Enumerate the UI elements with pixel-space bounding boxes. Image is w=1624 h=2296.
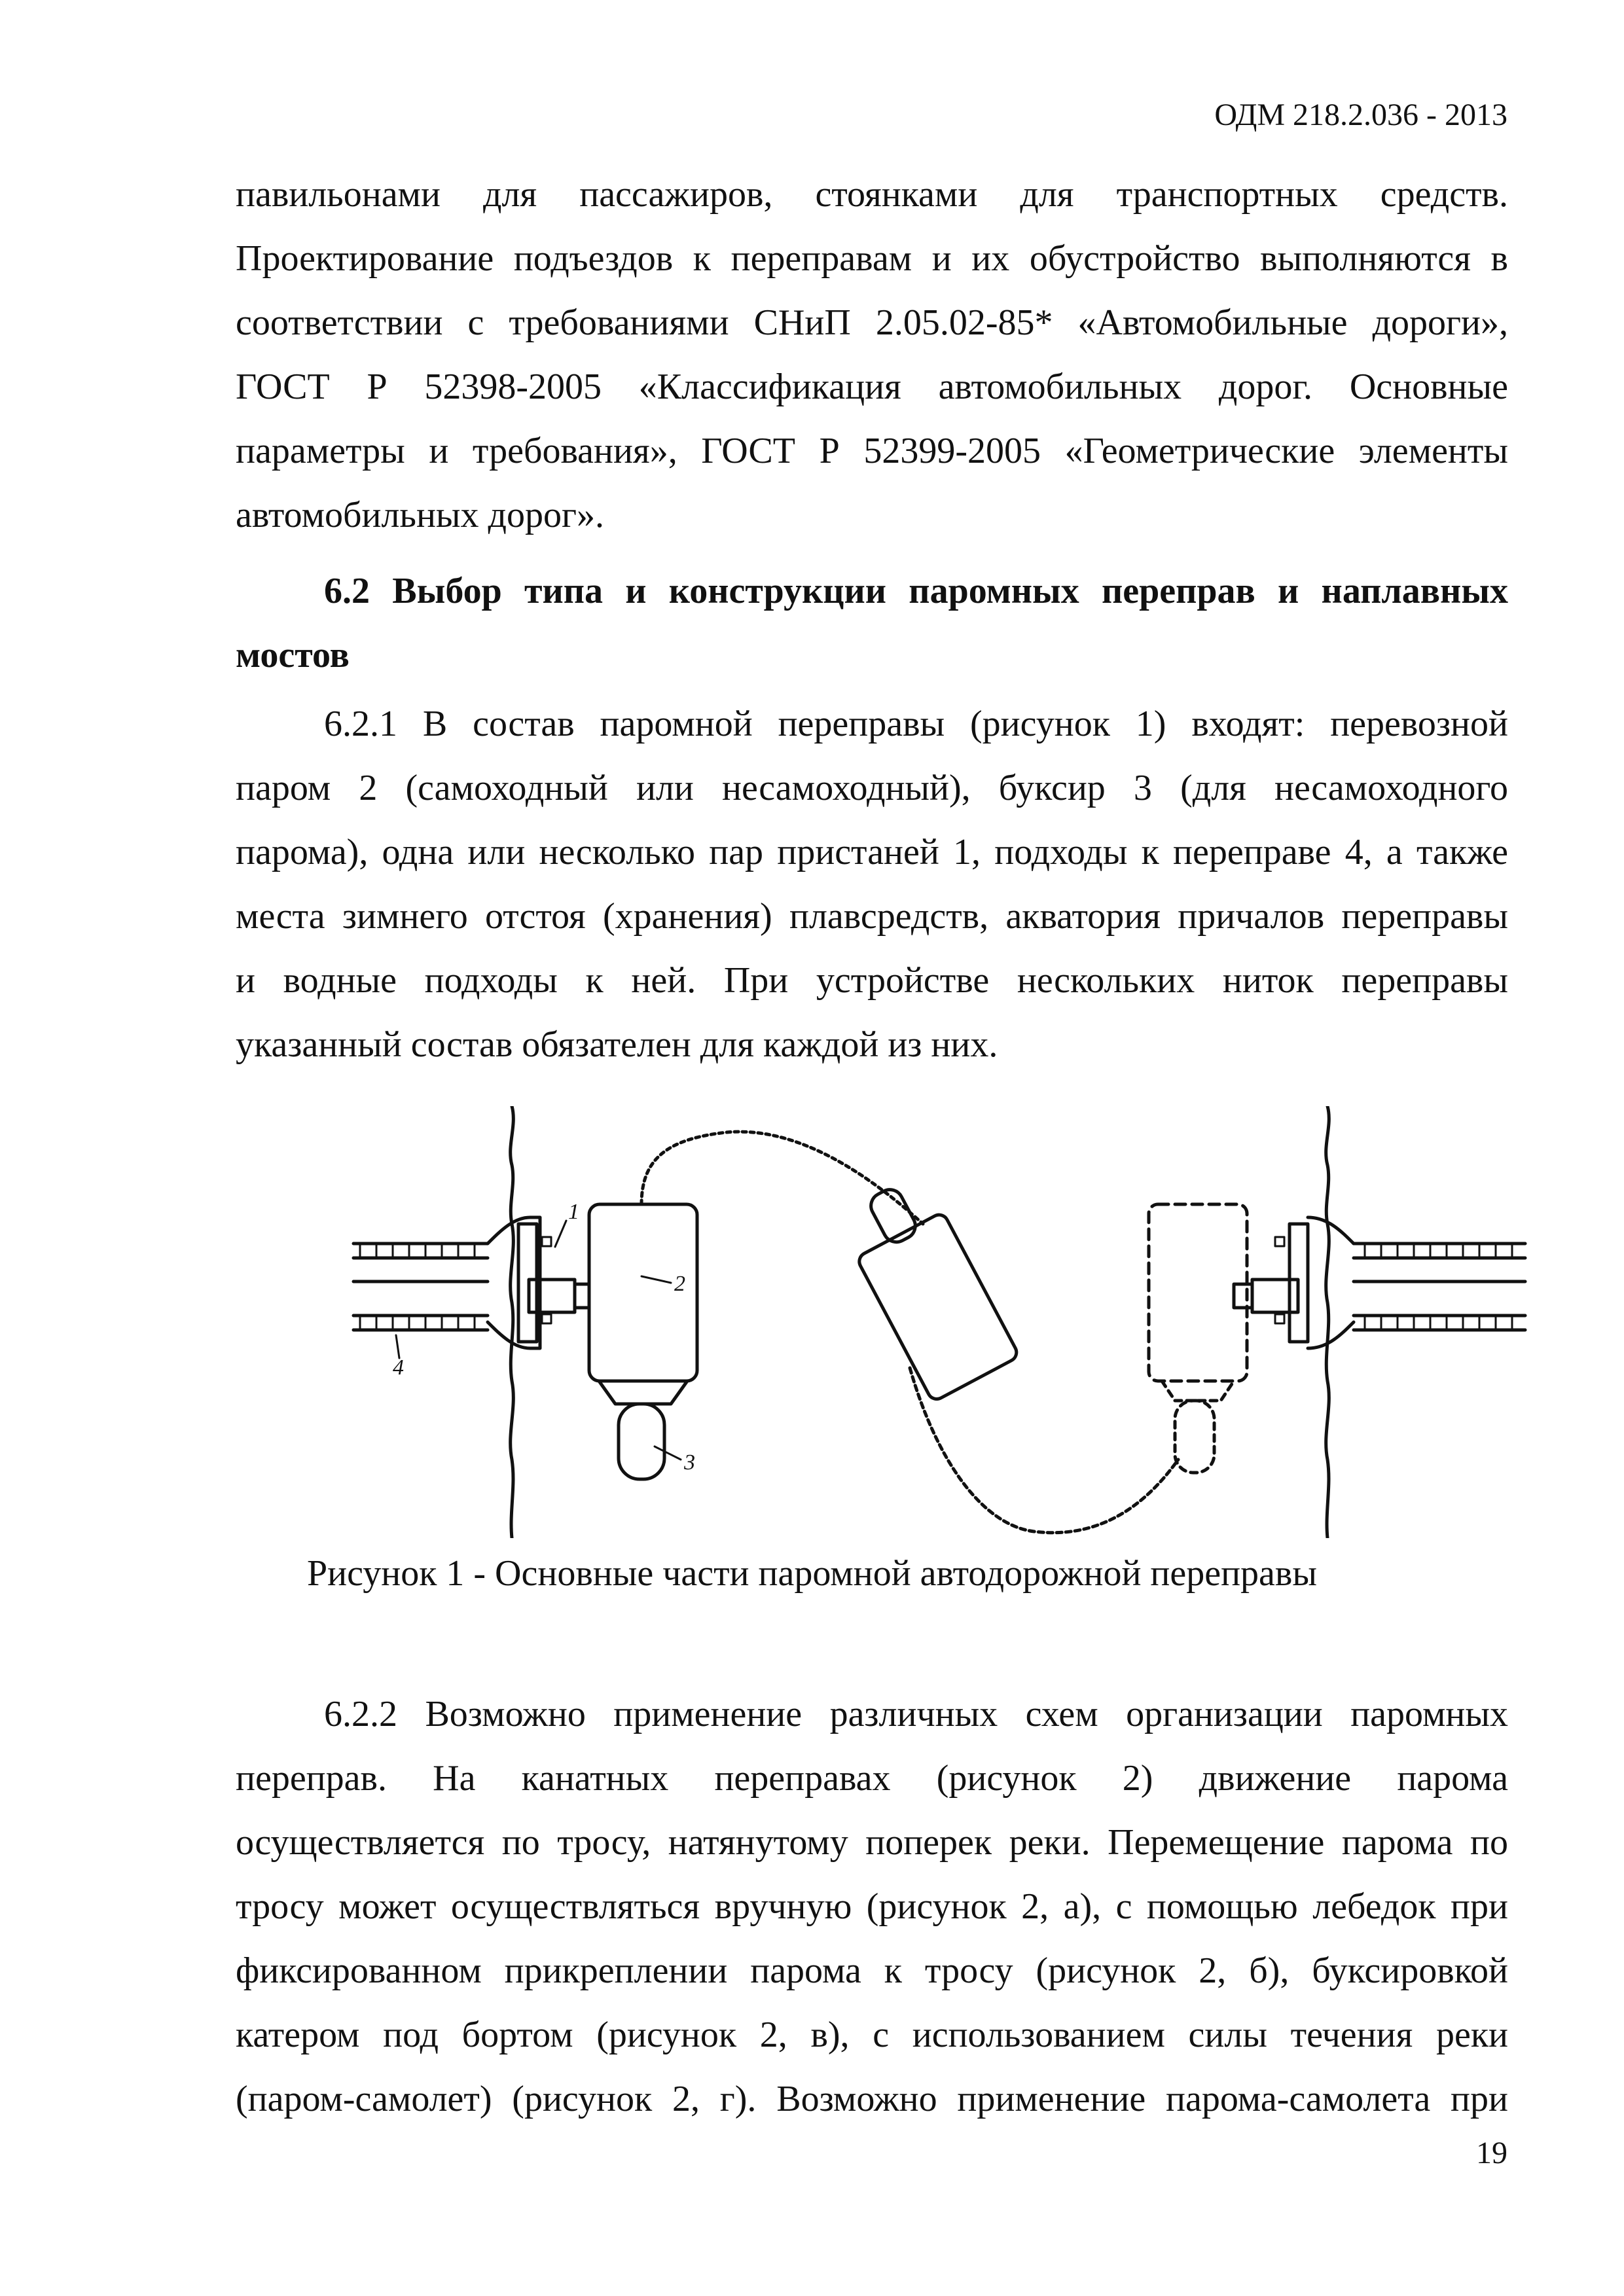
label-ferry: 2 xyxy=(674,1272,685,1296)
text-line: фиксированном прикреплении парома к тросу (рисунок 2, б), буксировкой xyxy=(236,1950,1508,1991)
text-line: и водные подходы к ней. При устройстве нескольких ниток переправы xyxy=(236,960,1508,1001)
heading-line: мостов xyxy=(236,635,350,675)
figure-caption: Рисунок 1 - Основные части паромной автодорожной переправы xyxy=(307,1553,1317,1594)
paragraph-6-2-1 xyxy=(236,692,1508,1077)
document-code-header: ОДМ 218.2.036 - 2013 xyxy=(1214,98,1507,132)
label-approach: 4 xyxy=(393,1355,404,1380)
ferry-cable xyxy=(641,1132,923,1224)
left-shoreline xyxy=(511,1106,514,1538)
heading-line: 6.2 Выбор типа и конструкции паромных переправ и наплавных xyxy=(324,571,1508,611)
text-line: (паром-самолет) (рисунок 2, г). Возможно применение парома-самолета при xyxy=(236,2079,1508,2119)
left-pier xyxy=(488,1217,589,1348)
right-pier xyxy=(1234,1217,1354,1348)
right-shoreline xyxy=(1326,1106,1329,1538)
text-line: указанный состав обязателен для каждой из них. xyxy=(236,1024,998,1065)
label-tug: 3 xyxy=(684,1450,695,1475)
text-line: переправ. На канатных переправах (рисунок 2) движение парома xyxy=(236,1758,1508,1799)
text-line: соответствии с требованиями СНиП 2.05.02-85* «Автомобильные дороги», xyxy=(236,302,1508,343)
text-line: Проектирование подъездов к переправам и их обустройство выполняются в xyxy=(236,238,1508,279)
right-approach-road xyxy=(1354,1244,1525,1330)
text-line: автомобильных дорог». xyxy=(236,495,605,535)
section-heading-6-2 xyxy=(236,559,1508,687)
text-line: тросу может осуществляться вручную (рисунок 2, а), с помощью лебедок при xyxy=(236,1886,1508,1927)
text-line: места зимнего отстоя (хранения) плавсредств, акватория причалов переправы xyxy=(236,896,1508,937)
text-line: парома), одна или несколько пар пристаней 1, подходы к переправе 4, а также xyxy=(236,832,1508,872)
text-line: катером под бортом (рисунок 2, в), с использованием силы течения реки xyxy=(236,2015,1508,2055)
ferry-in-transit xyxy=(835,1171,1020,1402)
text-line: паром 2 (самоходный или несамоходный), буксир 3 (для несамоходного xyxy=(236,768,1508,808)
text-line: павильонами для пассажиров, стоянками для транспортных средств. xyxy=(236,174,1508,215)
paragraph-6-2-2 xyxy=(236,1682,1508,2131)
text-line: ГОСТ Р 52398-2005 «Классификация автомобильных дорог. Основные xyxy=(236,367,1508,407)
paragraph-approaches xyxy=(236,162,1508,547)
left-approach-road xyxy=(353,1244,488,1330)
tug-right xyxy=(1175,1401,1214,1473)
text-line: 6.2.2 Возможно применение различных схем организации паромных xyxy=(324,1694,1508,1734)
text-line: 6.2.1 В состав паромной переправы (рисунок 1) входят: перевозной xyxy=(324,704,1508,744)
tug-left xyxy=(619,1404,664,1479)
label-pier: 1 xyxy=(568,1200,579,1224)
ferry-crossing-diagram xyxy=(347,1106,1545,1538)
text-line: осуществляется по тросу, натянутому поперек реки. Перемещение парома по xyxy=(236,1822,1508,1863)
page-number: 19 xyxy=(1476,2136,1507,2170)
text-line: параметры и требования», ГОСТ Р 52399-2005 «Геометрические элементы xyxy=(236,431,1508,471)
